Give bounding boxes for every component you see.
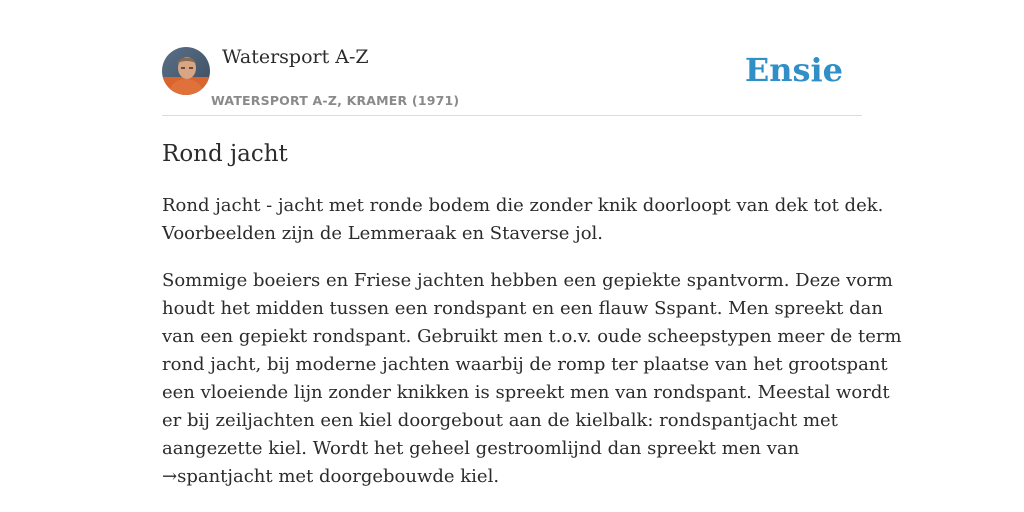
entry-card — [162, 0, 902, 512]
text-line: er bij zeiljachten een kiel doorgebout aan de kielbalk: rondspantjacht met — [162, 410, 838, 431]
person-photo-icon — [162, 47, 210, 95]
entry-title: Rond jacht — [162, 141, 288, 167]
text-line: Sommige boeiers en Friese jachten hebben een gepiekte spantvorm. Deze vorm — [162, 270, 893, 291]
source-citation: WATERSPORT A-Z, KRAMER (1971) — [211, 93, 460, 108]
entry-body — [162, 192, 902, 510]
text-line: →spantjacht met doorgebouwde kiel. — [162, 466, 500, 487]
paragraph-2 — [162, 267, 902, 491]
text-line: Rond jacht - jacht met ronde bodem die zonder knik doorloopt van dek tot dek. — [162, 195, 884, 216]
author-avatar[interactable] — [162, 47, 210, 95]
ensie-logo-link[interactable]: Ensie — [744, 51, 843, 89]
text-line: houdt het midden tussen een rondspant en een flauw Sspant. Men spreekt dan — [162, 298, 883, 319]
text-line: aangezette kiel. Wordt het geheel gestroomlijnd dan spreekt men van — [162, 438, 800, 459]
text-line: Voorbeelden zijn de Lemmeraak en Staverse jol. — [162, 223, 604, 244]
text-line: een vloeiende lijn zonder knikken is spreekt men van rondspant. Meestal wordt — [162, 382, 890, 403]
text-line: rond jacht, bij moderne jachten waarbij de romp ter plaatse van het grootspant — [162, 354, 888, 375]
text-line: van een gepiekt rondspant. Gebruikt men t.o.v. oude scheepstypen meer de term — [162, 326, 902, 347]
entry-header — [162, 0, 862, 116]
author-name[interactable]: Watersport A-Z — [222, 46, 369, 68]
paragraph-1 — [162, 192, 884, 248]
